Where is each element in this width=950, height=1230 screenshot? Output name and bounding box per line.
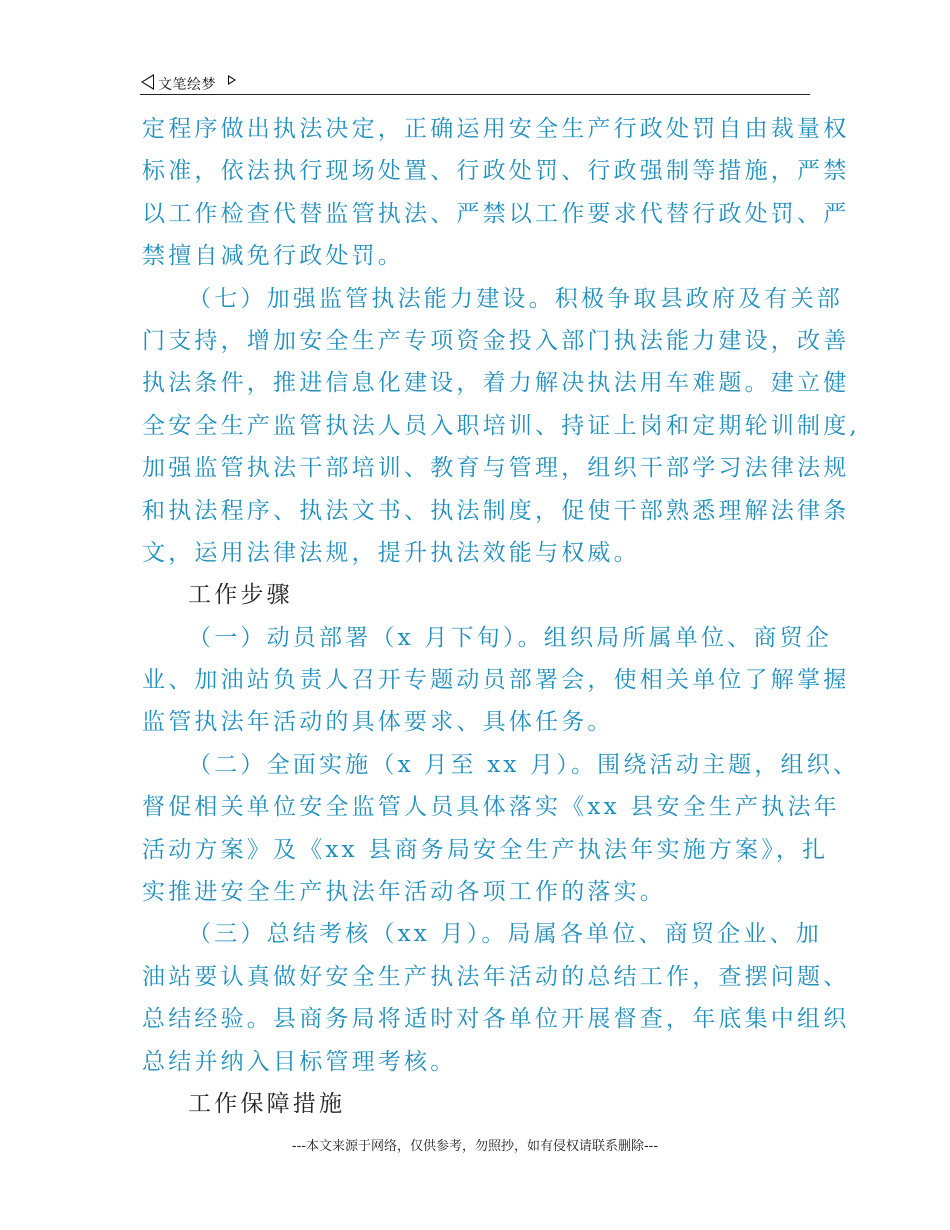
text-line: （二）全面实施（x 月至 xx 月）。围绕活动主题，组织、 (188, 751, 860, 778)
text-line: 标准，依法执行现场处置、行政处罚、行政强制等措施，严禁 (142, 158, 850, 185)
section-heading: 工作步骤 (188, 582, 293, 609)
triangle-left-icon (141, 74, 154, 90)
text-line: （三）总结考核（xx 月）。局属各单位、商贸企业、加 (188, 921, 822, 948)
triangle-right-icon (228, 75, 236, 85)
page-header (140, 72, 810, 95)
text-line: 监管执法年活动的具体要求、具体任务。 (142, 709, 614, 736)
header-brand: 文笔绘梦 (158, 77, 216, 93)
text-line: 以工作检查代替监管执法、严禁以工作要求代替行政处罚、严 (142, 200, 850, 227)
text-line: 和执法程序、执法文书、执法制度，促使干部熟悉理解法律条 (142, 497, 850, 524)
text-line: 禁擅自减免行政处罚。 (142, 243, 404, 270)
text-line: 门支持，增加安全生产专项资金投入部门执法能力建设，改善 (142, 327, 850, 354)
text-line: 全安全生产监管执法人员入职培训、持证上岗和定期轮训制度, (142, 412, 860, 439)
section-heading: 工作保障措施 (188, 1090, 346, 1117)
text-line: 总结并纳入目标管理考核。 (142, 1048, 457, 1075)
text-line: （七）加强监管执法能力建设。积极争取县政府及有关部 (188, 285, 843, 312)
text-line: 实推进安全生产执法年活动各项工作的落实。 (142, 879, 666, 906)
text-line: 油站要认真做好安全生产执法年活动的总结工作，查摆问题、 (142, 963, 850, 990)
footer-disclaimer: ---本文来源于网络，仅供参考，勿照抄，如有侵权请联系删除--- (291, 1139, 659, 1154)
text-line: （一）动员部署（x 月下旬）。组织局所属单位、商贸企 (188, 624, 832, 651)
text-line: 业、加油站负责人召开专题动员部署会，使相关单位了解掌握 (142, 667, 850, 694)
document-body (142, 108, 860, 1125)
text-line: 文，运用法律法规，提升执法效能与权威。 (142, 539, 640, 566)
text-line: 总结经验。县商务局将适时对各单位开展督查，年底集中组织 (142, 1006, 850, 1033)
text-line: 执法条件，推进信息化建设，着力解决执法用车难题。建立健 (142, 370, 850, 397)
text-line: 定程序做出执法决定，正确运用安全生产行政处罚自由裁量权 (142, 116, 850, 142)
text-line: 加强监管执法干部培训、教育与管理，组织干部学习法律法规 (142, 455, 850, 482)
text-line: 督促相关单位安全监管人员具体落实《xx 县安全生产执法年 (142, 794, 840, 821)
text-line: 活动方案》及《xx 县商务局安全生产执法年实施方案》，扎 (142, 836, 829, 863)
